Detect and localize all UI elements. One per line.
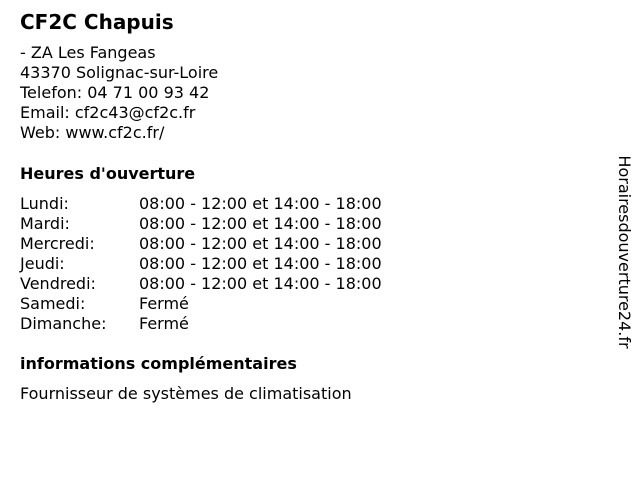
additional-info-heading: informations complémentaires [20,354,297,373]
address-street: - ZA Les Fangeas [20,43,156,62]
hours-row-tuesday [20,214,382,234]
site-watermark: Horairesdouverture24.fr [615,155,634,349]
day-hours: 08:00 - 12:00 et 14:00 - 18:00 [139,194,382,213]
day-hours: 08:00 - 12:00 et 14:00 - 18:00 [139,254,382,273]
additional-info-text: Fournisseur de systèmes de climatisation [20,384,352,403]
day-hours: Fermé [139,314,189,333]
day-label: Mercredi: [20,234,95,253]
day-hours: 08:00 - 12:00 et 14:00 - 18:00 [139,234,382,253]
day-hours: 08:00 - 12:00 et 14:00 - 18:00 [139,274,382,293]
hours-row-monday [20,194,382,214]
opening-hours-table [20,194,382,334]
day-label: Vendredi: [20,274,96,293]
business-name: CF2C Chapuis [20,10,174,34]
web-line: Web: www.cf2c.fr/ [20,123,165,142]
address-city: 43370 Solignac-sur-Loire [20,63,219,82]
hours-row-thursday [20,254,382,274]
hours-row-saturday [20,294,382,314]
phone-line: Telefon: 04 71 00 93 42 [20,83,210,102]
day-hours: 08:00 - 12:00 et 14:00 - 18:00 [139,214,382,233]
email-line: Email: cf2c43@cf2c.fr [20,103,196,122]
hours-row-friday [20,274,382,294]
opening-hours-heading: Heures d'ouverture [20,164,196,183]
day-label: Samedi: [20,294,86,313]
day-label: Jeudi: [20,254,65,273]
hours-row-sunday [20,314,382,334]
address-block [20,43,218,143]
day-label: Mardi: [20,214,70,233]
day-hours: Fermé [139,294,189,313]
hours-row-wednesday [20,234,382,254]
day-label: Dimanche: [20,314,107,333]
day-label: Lundi: [20,194,69,213]
